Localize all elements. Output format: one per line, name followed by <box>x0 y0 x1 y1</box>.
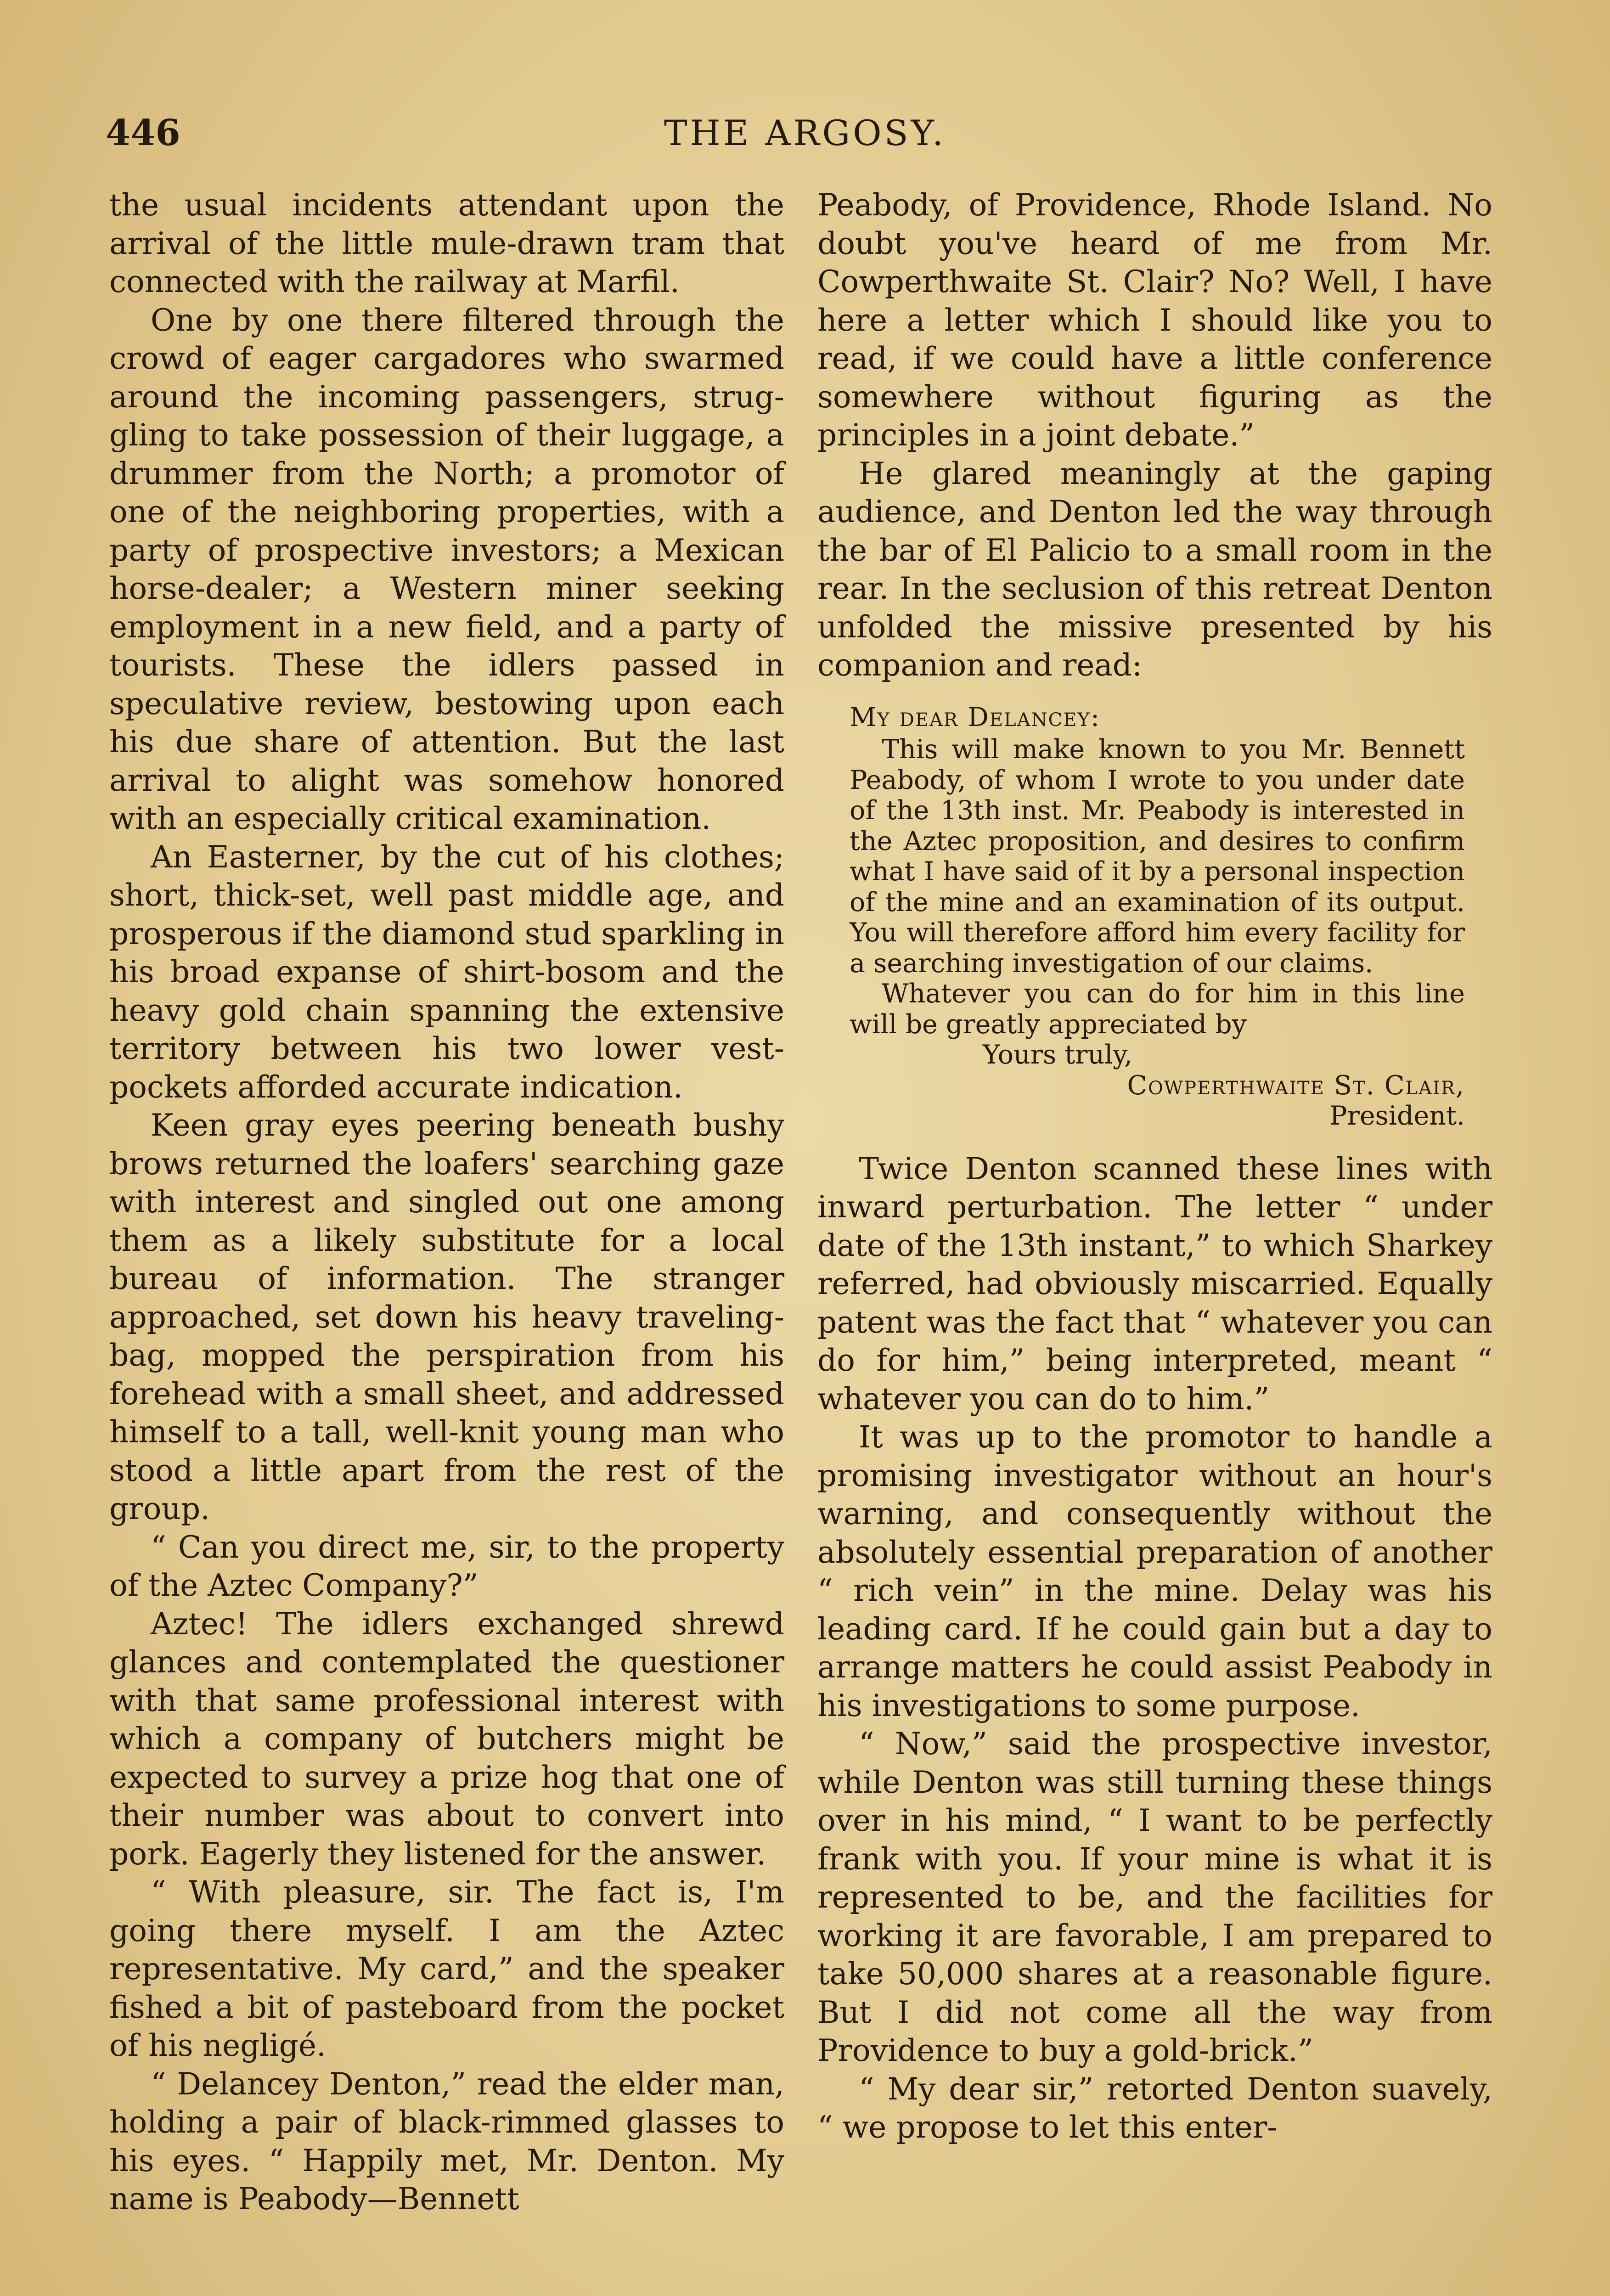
letter-body: Whatever you can do for him in this line will be greatly appreciated by <box>850 979 1465 1040</box>
page-number: 446 <box>106 112 180 154</box>
letter-signer: Cowperthwaite St. Clair, <box>1127 1070 1465 1101</box>
paragraph: Aztec! The idlers exchanged shrewd glances and contemplated the questioner with that same professional interest with which a company of butchers might be expected to survey a prize hog that one of their number was about to convert into pork. Eagerly they listened for the answer. <box>109 1606 784 1872</box>
letter-salutation: My dear Delancey: <box>850 702 1101 732</box>
paragraph: One by one there filtered through the crowd of eager cargadores who swarmed around the incoming passengers, struggling to take possession of their luggage, a drummer from the North; a promotor of one of the neighboring properties, with a party of prospective investors; a Mexican horse-dealer; a Western miner seeking employment in a new field, and a party of tourists. These the idlers passed in speculative review, bestowing upon each his due share of attention. But the last arrival to alight was somehow honored with an especially critical examination. <box>109 302 784 836</box>
paragraph: “ Delancey Denton,” read the elder man, holding a pair of black-rimmed glasses to his eyes. “ Happily met, Mr. Denton. My name is Peabody—Bennett <box>109 2066 784 2217</box>
letter-closing: Yours truly, <box>983 1040 1133 1070</box>
running-title: THE ARGOSY. <box>664 113 946 153</box>
paragraph: “ Now,” said the prospective investor, while Denton was still turning these things over in his mind, “ I want to be perfectly frank with you. If your mine is what it is represented to be, and the facilities for working it are favorable, I am prepared to take 50,000 shares at a reasonable figure. But I did not come all the way from Providence to buy a gold-brick.” <box>817 1726 1492 2068</box>
paragraph: “ With pleasure, sir. The fact is, I'm going there myself. I am the Aztec representative. My card,” and the speaker fished a bit of pasteboard from the pocket of his negligé. <box>109 1874 784 2063</box>
quoted-letter <box>850 702 1465 1131</box>
paragraph: “ My dear sir,” retorted Denton suavely, “ we propose to let this enter- <box>817 2071 1492 2145</box>
page-header <box>0 108 1610 158</box>
paragraph: An Easterner, by the cut of his clothes; short, thick-set, well past middle age, and prosperous if the diamond stud sparkling in his broad expanse of shirt-bosom and the heavy gold chain spanning the extensive territory between his two lower vest-pockets afforded accurate indication. <box>109 839 784 1105</box>
left-column <box>109 186 784 2218</box>
paragraph: It was up to the promotor to handle a promising investigator without an hour's warning, and consequently without the absolutely essential preparation of another “ rich vein” in the mine. Delay was his leading card. If he could gain but a day to arrange matters he could assist Peabody in his investigations to some purpose. <box>817 1419 1492 1723</box>
right-column <box>817 186 1492 2147</box>
paragraph: Twice Denton scanned these lines with inward perturbation. The letter “ under date of the 13th instant,” to which Sharkey referred, had obviously miscarried. Equally patent was the fact that “ whatever you can do for him,” being interpreted, meant “ whatever you can do to him.” <box>817 1151 1492 1417</box>
letter-signer-title: President. <box>1329 1101 1465 1131</box>
paragraph: “ Can you direct me, sir, to the property of the Aztec Company?” <box>109 1529 784 1603</box>
paragraph: Peabody, of Providence, Rhode Island. No doubt you've heard of me from Mr. Cowperthwaite St. Clair? No? Well, I have here a letter which I should like you to read, if we could have a little conference somewhere without figuring as the principles in a joint debate.” <box>817 187 1492 453</box>
paragraph: He glared meaningly at the gaping audience, and Denton led the way through the bar of El Palicio to a small room in the rear. In the seclusion of this retreat Denton unfolded the missive presented by his companion and read: <box>817 456 1492 683</box>
letter-body: This will make known to you Mr. Bennett Peabody, of whom I wrote to you under date of the 13th inst. Mr. Peabody is interested in the Aztec proposition, and desires to confirm what I have said of it by a personal inspection of the mine and an examination of its output. You will therefore afford him every facility for a searching investigation of our claims. <box>850 734 1465 979</box>
paragraph: the usual incidents attendant upon the arrival of the little mule-drawn tram that connected with the railway at Marfil. <box>109 187 784 299</box>
paragraph: Keen gray eyes peering beneath bushy brows returned the loafers' searching gaze with interest and singled out one among them as a likely substitute for a local bureau of information. The stranger approached, set down his heavy traveling-bag, mopped the perspiration from his forehead with a small sheet, and addressed himself to a tall, well-knit young man who stood a little apart from the rest of the group. <box>109 1108 784 1526</box>
